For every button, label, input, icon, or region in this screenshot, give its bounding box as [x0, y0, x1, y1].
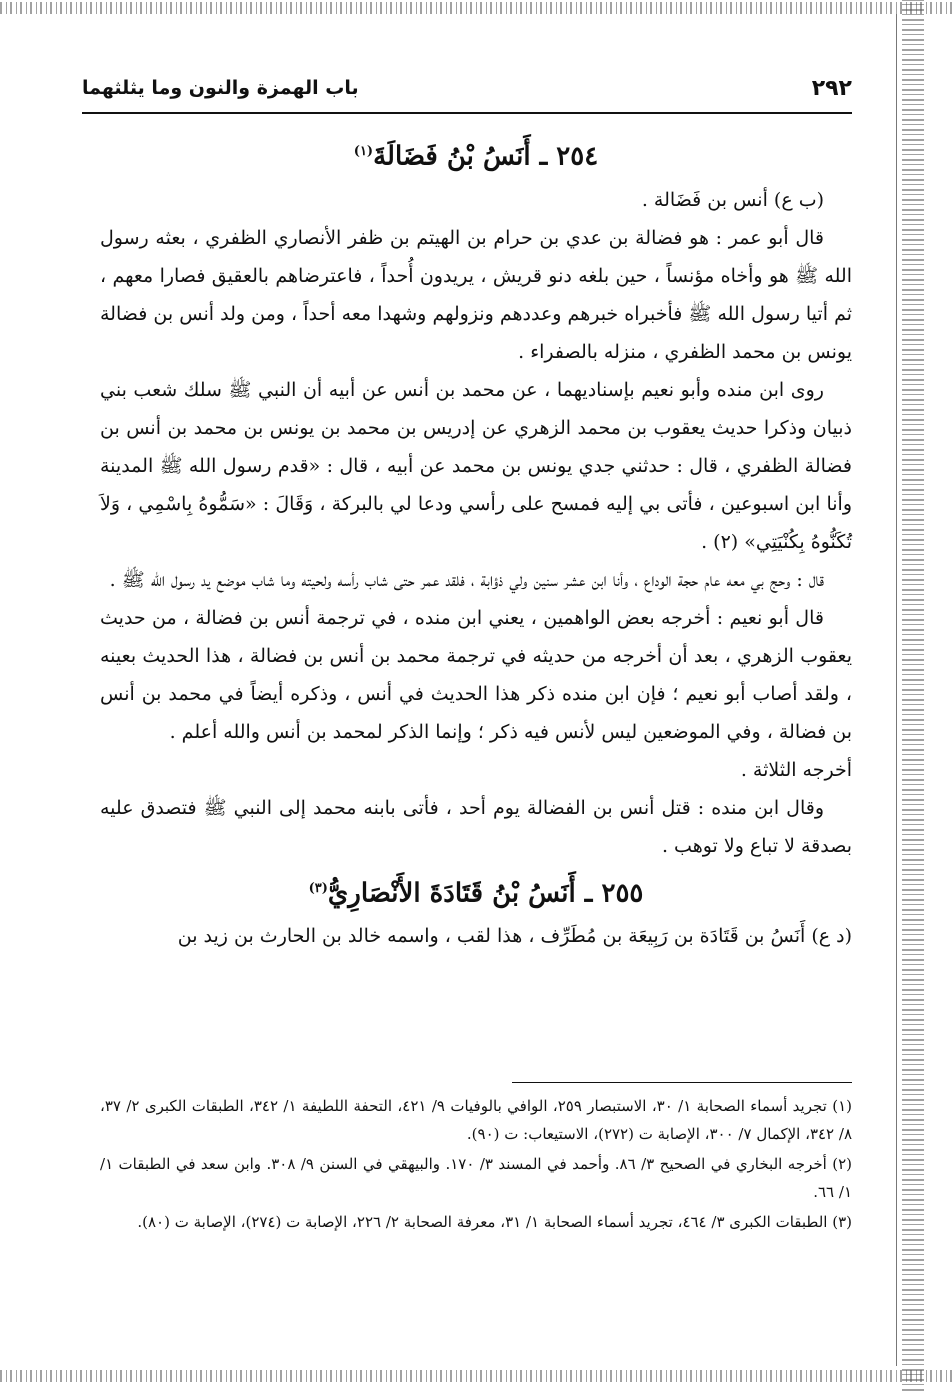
- running-header: [82, 68, 852, 108]
- paragraph: (د ع) أَنَسُ بن قَتَادَة بن رَبِيعَة بن مُطَرِّف ، هذا لقب ، واسمه خالد بن الحارث بن زيد بن: [177, 925, 852, 948]
- page-number: ٢٩٢: [811, 75, 852, 101]
- chapter-title: باب الهمزة والنون وما يثلثهما: [82, 77, 359, 99]
- entry-title-254: [100, 128, 852, 181]
- footnote-3: (٣) الطبقات الكبرى ٣/ ٤٦٤، تجريد أسماء الصحابة ١/ ٣١، معرفة الصحابة ٢/ ٢٢٦، الإصابة ت (٢٧٤)، الإصابة ت (٨٠).: [137, 1213, 852, 1231]
- paragraph: قال : وحج بي معه عام حجة الوداع ، وأنا ابن عشر سنين ولي ذؤابة ، فلقد عمر حتى شاب رأسه ولحيته وما شاب موضع يد رسول الله ﷺ .: [109, 568, 824, 591]
- footnote-2: (٢) أخرجه البخاري في الصحيح ٣/ ٨٦. وأحمد في المسند ٣/ ١٧٠. والبيهقي في السنن ٩/ ٣٠٨. وابن سعد في الطبقات ١/ ١/ ٦٦.: [100, 1155, 852, 1201]
- frame-line: [896, 14, 897, 1366]
- decorative-border-bottom: [0, 1370, 952, 1382]
- footnote-mark: (٣): [308, 880, 328, 896]
- paragraph: أخرجه الثلاثة .: [740, 758, 852, 781]
- entry-title-255: [100, 865, 852, 918]
- main-text: [100, 128, 852, 955]
- entry-title-text: ٢٥٤ ـ أَنَسُ بْنُ فَضَالَةَ: [373, 141, 599, 172]
- entry-title-text: ٢٥٥ ـ أَنَسُ بْنُ قَتَادَةَ الأَنْصَارِيُّ: [327, 878, 644, 909]
- paragraph: قال أبو نعيم : أخرجه بعض الواهمين ، يعني ابن منده ، في ترجمة أنس بن فضالة ، من حديث يعقوب الزهري ، بعد أن أخرجه من حديثه في ترجمة محمد بن أنس بن فضالة ، هذا الحديث بعينه ، ولقد أصاب أبو نعيم ؛ فإن ابن منده ذكر هذا الحديث في أنس ، وذكره أيضاً في محمد بن أنس بن فضالة ، وفي الموضعين ليس لأنس فيه ذكر ؛ وإنما الذكر لمحمد بن أنس والله أعلم .: [100, 606, 852, 743]
- paragraph: (ب ع) أنس بن فَضَالة .: [641, 188, 824, 211]
- footnote-rule: [512, 1082, 852, 1083]
- header-rule: [82, 112, 852, 114]
- footnotes: [100, 1092, 852, 1238]
- footnote-1: (١) تجريد أسماء الصحابة ١/ ٣٠، الاستبصار ٢٥٩، الوافي بالوفيات ٩/ ٤٢١، التحفة اللطيفة ١/ ٣٤٢، الطبقات الكبرى ٢/ ٣٧، ٨/ ٣٤٢، الإكمال ٧/ ٣٠٠، الإصابة ت (٢٧٢)، الاستيعاب: ت (٩٠).: [100, 1097, 853, 1143]
- paragraph: روى ابن منده وأبو نعيم بإسناديهما ، عن محمد بن أنس عن أبيه أن النبي ﷺ سلك شعب بني ذبيان وذكرا حديث يعقوب بن محمد الزهري عن إدريس بن محمد بن يونس بن محمد بن أنس بن فضالة الظفري ، قال : حدثني جدي يونس بن محمد عن أبيه ، قال : «قدم رسول الله ﷺ المدينة وأنا ابن اسبوعين ، فأتى بي إليه فمسح على رأسي ودعا لي بالبركة ، وَقَالَ : «سَمُّوهُ بِاسْمِي ، وَلاَ تُكَنُّوهُ بِكُنْيَتِي» (٢) .: [100, 378, 852, 553]
- paragraph: قال أبو عمر : هو فضالة بن عدي بن حرام بن الهيتم بن ظفر الأنصاري الظفري ، بعثه رسول الله ﷺ هو وأخاه مؤنساً ، حين بلغه دنو قريش ، يريدون أُحداً ، فاعترضاهم بالعقيق فصارا معهم ، ثم أتيا رسول الله ﷺ فأخبراه خبرهم وعددهم ونزولهم وشهدا معه أحداً ، ومن ولد أنس بن فضالة يونس بن محمد الظفري ، منزله بالصفراء .: [100, 226, 852, 363]
- paragraph: وقال ابن منده : قتل أنس بن الفضالة يوم أحد ، فأتى بابنه محمد إلى النبي ﷺ فتصدق عليه بصدقة لا تباع ولا توهب .: [100, 796, 852, 857]
- decorative-border-top: [0, 2, 952, 14]
- decorative-border-right: [902, 0, 924, 1391]
- footnote-mark: (١): [353, 144, 374, 159]
